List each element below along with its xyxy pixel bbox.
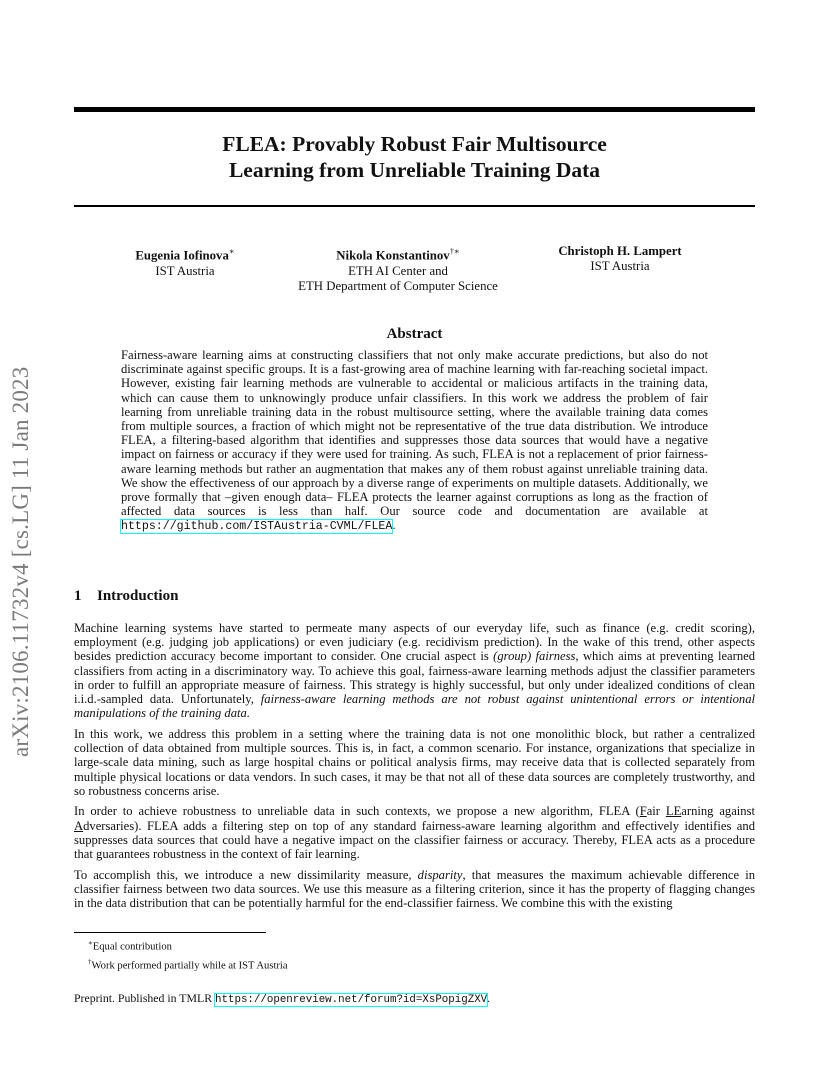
arxiv-identifier: arXiv:2106.11732v4 [cs.LG] 11 Jan 2023 [8, 366, 33, 757]
preprint-end: . [487, 991, 491, 1005]
text-run: , that measures the maximum achievable difference in classifier fairness between two data sources. We use this measure as a filtering criterion, since it has the property of flagging changes in the data distribution that can be potentially harmful for the end-classifier fairness. We combine this with the existing [74, 867, 755, 911]
author-name: Christoph H. Lampert [558, 244, 682, 258]
paper-title [74, 131, 755, 183]
section-title: Introduction [97, 588, 179, 604]
section-number: 1 [74, 588, 82, 604]
title-line-1: FLEA: Provably Robust Fair Multisource [222, 132, 607, 156]
text-run: dversaries). FLEA adds a filtering step on top of any standard fairness-aware learning algorithm and effectively identifies and suppresses data sources that could have a negative impact on the classifier fairness or accuracy. Thereby, FLEA acts as a procedure that guarantees robustness in the context of fair learning. [74, 818, 755, 862]
underlined-letter: A [74, 818, 84, 833]
author-name: Nikola Konstantinov [336, 248, 450, 263]
abstract-heading: Abstract [386, 326, 443, 342]
footnote-mark: ∗ [88, 939, 93, 947]
footnote [88, 936, 288, 955]
author-block [268, 244, 528, 294]
abstract-end: . [392, 518, 396, 533]
footnote-rule [74, 932, 266, 933]
text-run: , which aims at preventing learned classifiers from acting in a discriminatory way. To achieve this goal, fairness-aware learning methods adjust the classifier parameters in order to fulfill an appropriate measure of fairness. This strategy is highly successful, but only under idealized conditions of clean i.i.d.-sampled data. Unfortunately, [74, 649, 756, 707]
footnote-text: Equal contribution [92, 941, 172, 953]
emphasis: fairness-aware learning methods are not robust against unintentional errors or intentional manipulations of the training data. [74, 692, 756, 721]
top-rule [74, 107, 755, 112]
preprint-notice [74, 991, 490, 1006]
emphasis: (group) fairness [493, 649, 576, 664]
paragraph: In this work, we address this problem in a setting where the training data is not one monolithic block, but rather a centralized collection of data obtained from multiple sources. This is, in fact, a common scenario. For instance, organizations that specialize in large-scale data mining, such as large hospital chains or political analysis firms, may receive data that is collected separately from multiple physical locations or data vendors. In such cases, it may be that not all of these data sources are completely trustworthy, and so robustness concerns arise. [74, 726, 755, 798]
text-run: arning against [681, 804, 756, 819]
paragraph [74, 621, 755, 720]
author-mark: †∗ [449, 246, 460, 256]
text-run: To accomplish this, we introduce a new dissimilarity measure, [74, 867, 418, 882]
text-run: Machine learning systems have started to permeate many aspects of our everyday life, such as finance (e.g. credit scoring), employment (e.g. judging job applications) or even judiciary (e.g. recidivism prediction). In the wake of this trend, other aspects besides prediction accuracy become important to consider. One crucial aspect is [74, 621, 755, 664]
author-block [545, 244, 695, 275]
section-heading-introduction [74, 588, 178, 605]
title-bottom-rule [74, 205, 755, 207]
author-affiliation: ETH Department of Computer Science [298, 278, 498, 293]
author-name: Eugenia Iofinova [135, 248, 229, 263]
author-affiliation: ETH AI Center and [348, 263, 448, 278]
footnote-text: Work performed partially while at IST Austria [91, 960, 288, 972]
paragraph [74, 868, 755, 911]
author-affiliation: IST Austria [155, 263, 215, 278]
footnote [88, 955, 288, 974]
text-run: air [646, 804, 666, 819]
author-mark: ∗ [228, 246, 235, 256]
title-line-2: Learning from Unreliable Training Data [228, 158, 601, 182]
github-link[interactable]: https://github.com/ISTAustria-CVML/FLEA [121, 520, 393, 534]
preprint-text: Preprint. Published in TMLR [74, 991, 216, 1005]
author-affiliation: IST Austria [590, 259, 650, 274]
openreview-link[interactable]: https://openreview.net/forum?id=XsPopigZXV [215, 994, 488, 1006]
introduction-body [74, 621, 755, 917]
text-run: In order to achieve robustness to unreliable data in such contexts, we propose a new algorithm, FLEA ( [74, 804, 640, 819]
footnotes [88, 936, 288, 973]
paragraph [74, 804, 755, 861]
underlined-letter: F [639, 804, 647, 819]
abstract-body: Fairness-aware learning aims at constructing classifiers that not only make accurate predictions, but also do not discriminate against specific groups. It is a fast-growing area of machine learning with far-reaching societal impact. However, existing fair learning methods are vulnerable to accidental or malicious artifacts in the training data, which can cause them to unknowingly produce unfair classifiers. In this work we address the problem of fair learning from unreliable training data in the robust multisource setting, where the available training data comes from multiple sources, a fraction of which might not be representative of the true data distribution. We introduce FLEA, a filtering-based algorithm that identifies and suppresses those data sources that would have a negative impact on fairness or accuracy if they were used for training. As such, FLEA is not a replacement of prior fairness-aware learning methods but rather an augmentation that makes any of them robust against unreliable training data. We show the effectiveness of our approach by a diverse range of experiments on multiple datasets. Additionally, we prove formally that –given enough data– FLEA protects the learner against corruptions as long as the fraction of affected data sources is less than half. Our source code and documentation are available at [121, 348, 708, 519]
underlined-letter: LE [665, 804, 682, 819]
abstract-text [121, 348, 708, 535]
emphasis: disparity [417, 867, 463, 882]
author-block [110, 244, 260, 279]
footnote-mark: † [88, 957, 92, 966]
